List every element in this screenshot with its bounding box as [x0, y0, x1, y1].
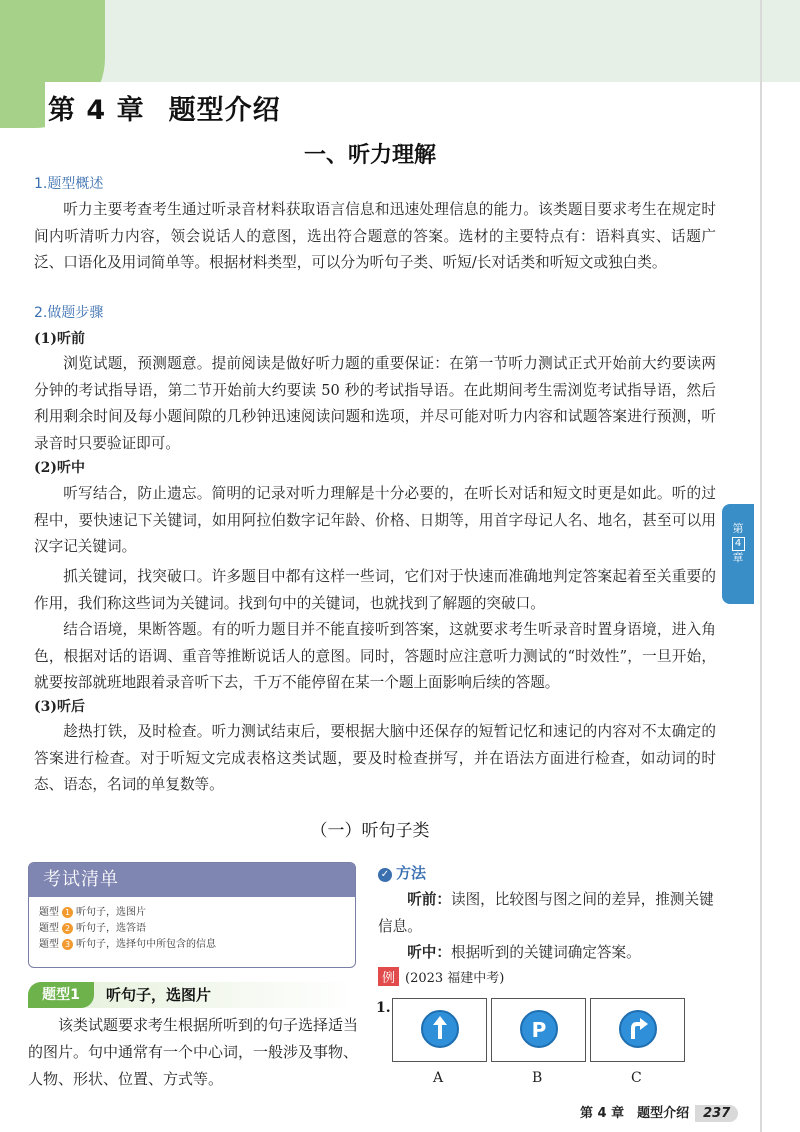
section-title: 一、听力理解 — [303, 143, 436, 168]
option-a-image[interactable] — [392, 998, 487, 1062]
straight-arrow-sign-icon — [421, 1010, 459, 1048]
parking-sign-icon — [520, 1010, 558, 1048]
overview-heading: 1.题型概述 — [34, 176, 104, 192]
chapter-title: 第 4 章 题型介绍 — [48, 95, 281, 126]
exam-list-item: 题型 1 听句子，选图片 — [39, 907, 146, 918]
footer-text: 第 4 章 题型介绍 — [580, 1106, 690, 1121]
header-band — [0, 0, 800, 82]
during-listening-label: (2)听中 — [34, 460, 85, 476]
after-listening-paragraph: 趁热打铁，及时检查。听力测试结束后，要根据大脑中还保存的短暂记忆和速记的内容对不太确定的答案进行检查。对于听短文完成表格这类试题，要及时检查拼写，并在语法方面进行检查，如动词的时态、语态，名词的单复数等。 — [34, 723, 716, 794]
side-tab-bottom: 章 — [732, 551, 744, 564]
side-tab-number: 4 — [732, 537, 745, 551]
chapter-side-tab[interactable] — [722, 504, 754, 604]
exam-list-item: 题型 3 听句子，选择句中所包含的信息 — [39, 939, 216, 950]
method-heading: ✓ 方法 — [378, 862, 426, 883]
type1-label: 听句子，选图片 — [106, 986, 212, 1004]
example-tag: 例 — [378, 967, 399, 986]
example-source: (2023 福建中考) — [405, 971, 505, 986]
overview-paragraph: 听力主要考查考生通过听录音材料获取语言信息和迅速处理信息的能力。该类题目要求考生在规定时间内听清听力内容，领会说话人的意图，选出符合题意的答案。选材的主要特点有：语料真实、话题广泛、口语化及用词简单等。根据材料类型，可以分为听句子类、听短/长对话类和听短文或独白类。 — [34, 201, 716, 272]
type1-badge: 题型1 — [28, 982, 94, 1008]
number-badge-icon: 1 — [62, 907, 73, 918]
number-badge-icon: 2 — [62, 923, 73, 934]
during-paragraph-2: 抓关键词，找突破口。许多题目中都有这样一些词，它们对于快速而准确地判定答案起着至关重要的作用，我们称这些词为关键词。找到句中的关键词，也就找到了解题的突破口。 — [34, 568, 716, 612]
type1-paragraph: 该类试题要求考生根据所听到的句子选择适当的图片。句中通常有一个中心词，一般涉及事物、人物、形状、位置、方式等。 — [28, 1016, 359, 1088]
before-listening-label: (1)听前 — [34, 331, 85, 347]
question-number: 1. — [376, 1000, 391, 1016]
number-badge-icon: 3 — [62, 939, 73, 950]
page-footer — [580, 1102, 738, 1122]
right-turn-sign-icon — [619, 1010, 657, 1048]
during-paragraph-1: 听写结合，防止遗忘。简明的记录对听力理解是十分必要的，在听长对话和短文时更是如此。听的过程中，要快速记下关键词，如用阿拉伯数字记年龄、价格、日期等，用首字母记人名、地名，甚至可以用汉字记关键词。 — [34, 485, 716, 556]
page-edge-line — [760, 0, 762, 1132]
exam-list-items — [29, 897, 355, 953]
exam-list-title: 考试清单 — [29, 863, 355, 897]
exam-list-item: 题型 2 听句子，选答语 — [39, 923, 146, 934]
option-b-label: B — [532, 1070, 543, 1086]
subsection-title: （一）听句子类 — [310, 821, 430, 841]
example-header — [378, 967, 504, 986]
during-paragraph-3: 结合语境，果断答题。有的听力题目并不能直接听到答案，这就要求考生听录音时置身语境，进入角色，根据对话的语调、重音等推断说话人的意图。同时，答题时应注意听力测试的“时效性”，一旦开始，就要按部就班地跟着录音听下去，千万不能停留在某一个题上面影响后续的答题。 — [34, 621, 716, 692]
side-tab-top: 第 — [732, 522, 744, 535]
steps-heading: 2.做题步骤 — [34, 305, 104, 321]
option-a-label: A — [433, 1070, 444, 1086]
before-listening-paragraph: 浏览试题，预测题意。提前阅读是做好听力题的重要保证：在第一节听力测试正式开始前大约要读两分钟的考试指导语，第二节开始前大约要读 50 秒的考试指导语。在此期间考生需浏览考试指导语，然后利用剩余时间及每小题间隙的几秒钟迅速阅读问题和选项，并尽可能对听力内容和试题答案进行预测，听录音时只要验证即可。 — [34, 355, 716, 452]
method-before: 听前：读图，比较图与图之间的差异，推测关键信息。 — [378, 891, 714, 935]
check-circle-icon: ✓ — [378, 868, 392, 882]
option-c-label: C — [631, 1070, 642, 1086]
after-listening-label: (3)听后 — [34, 699, 85, 715]
page-number: 237 — [695, 1105, 738, 1122]
svg-text:P: P — [531, 1018, 547, 1042]
method-during: 听中：根据听到的关键词确定答案。 — [407, 944, 641, 961]
option-c-image[interactable] — [590, 998, 685, 1062]
exam-list-box — [28, 862, 356, 968]
option-b-image[interactable] — [491, 998, 586, 1062]
